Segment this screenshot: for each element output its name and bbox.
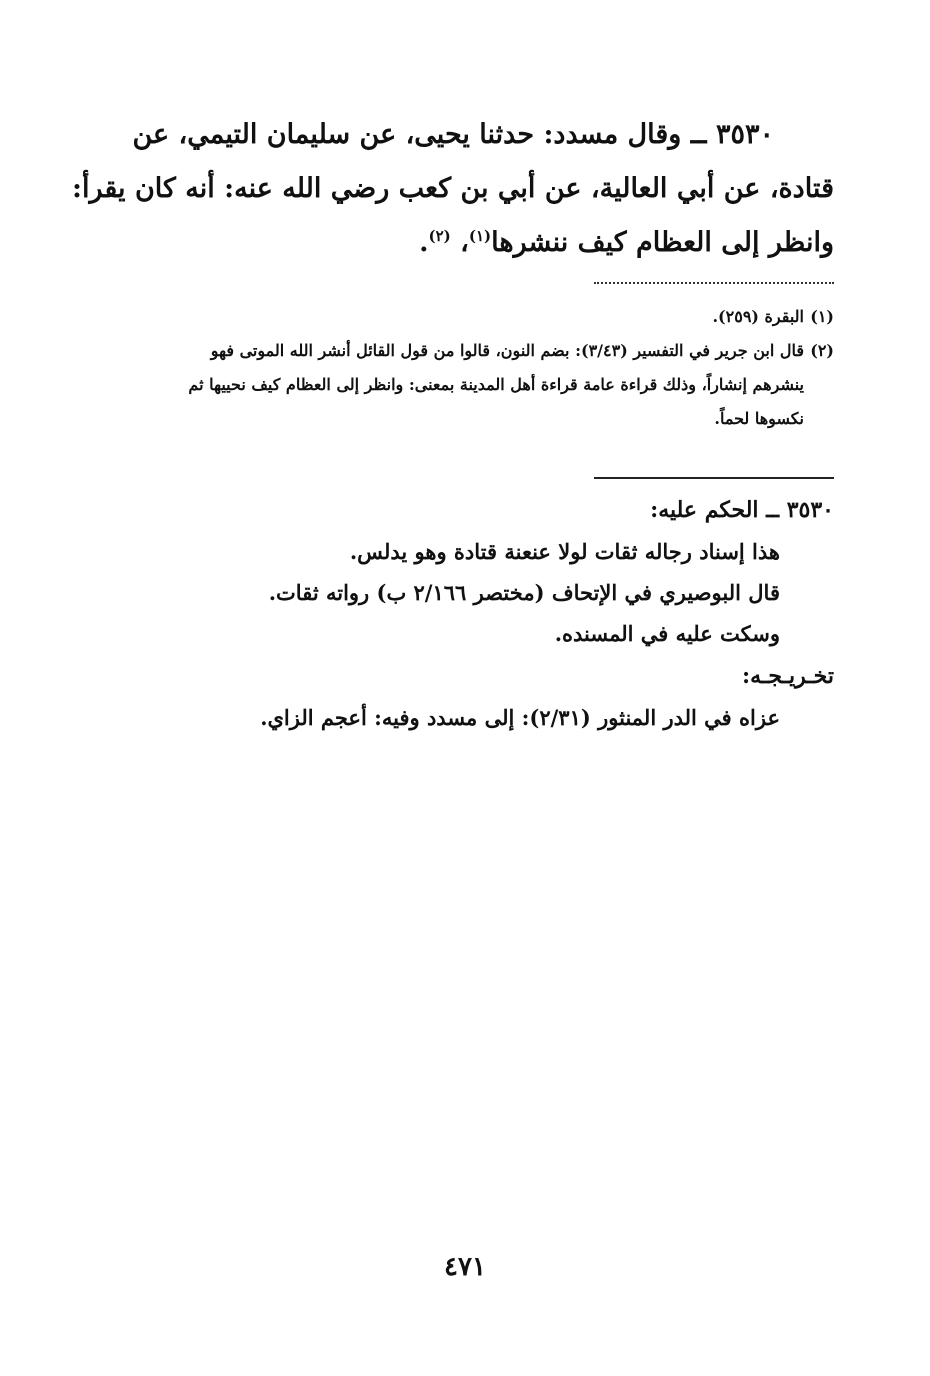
footnote-2-continuation-2: نكسوها لحماً. xyxy=(714,409,804,428)
page-number: ٤٧١ xyxy=(444,1252,486,1282)
footnote-ref-1[interactable]: (١) xyxy=(468,227,492,245)
hadith-line-1: ٣٥٣٠ ــ وقال مسدد: حدثنا يحيى، عن سليمان التيمي، عن xyxy=(132,119,774,150)
ruling-heading: ٣٥٣٠ ــ الحكم عليه: xyxy=(650,497,834,523)
hadith-text xyxy=(72,108,834,270)
footnotes xyxy=(94,300,834,436)
hadith-line-3-separator: ، xyxy=(450,227,469,258)
footnote-1-text: البقرة (٢٥٩). xyxy=(712,307,804,326)
ruling-line-2: قال البوصيري في الإتحاف (مختصر ٢/١٦٦ ب) رواته ثقات. xyxy=(268,580,780,605)
section-divider xyxy=(594,477,834,479)
hadith-line-2: قتادة، عن أبي العالية، عن أبي بن كعب رضي الله عنه: أنه كان يقرأ: xyxy=(72,173,834,204)
footnote-1-number: (١) xyxy=(810,307,834,326)
footnote-2-text: قال ابن جرير في التفسير (٣/٤٣): بضم النون، قالوا من قول القائل أنشر الله الموتى فهو xyxy=(210,341,804,360)
footnote-2 xyxy=(94,334,834,436)
footnote-ref-2[interactable]: (٢) xyxy=(428,227,451,245)
footnote-dotted-separator xyxy=(594,282,834,284)
takhrij-heading: تخـريـجـه: xyxy=(741,663,834,689)
ruling-line-3: وسكت عليه في المسنده. xyxy=(554,621,780,646)
hadith-line-3 xyxy=(94,216,834,270)
footnote-2-number: (٢) xyxy=(810,341,834,360)
ruling-section xyxy=(94,490,834,738)
hadith-line-3-end: . xyxy=(419,227,429,258)
footnote-2-continuation-1: ينشرهم إنشاراً، وذلك قراءة عامة قراءة أهل المدينة بمعنى: وانظر إلى العظام كيف نحييها ثم xyxy=(188,375,804,394)
ruling-line-1: هذا إسناد رجاله ثقات لولا عنعنة قتادة وهو يدلس. xyxy=(349,539,780,564)
hadith-line-3-text: وانظر إلى العظام كيف ننشرها xyxy=(491,227,834,258)
takhrij-line-1: عزاه في الدر المنثور (٢/٣١): إلى مسدد وفيه: أعجم الزاي. xyxy=(260,705,780,730)
footnote-1 xyxy=(94,300,834,334)
